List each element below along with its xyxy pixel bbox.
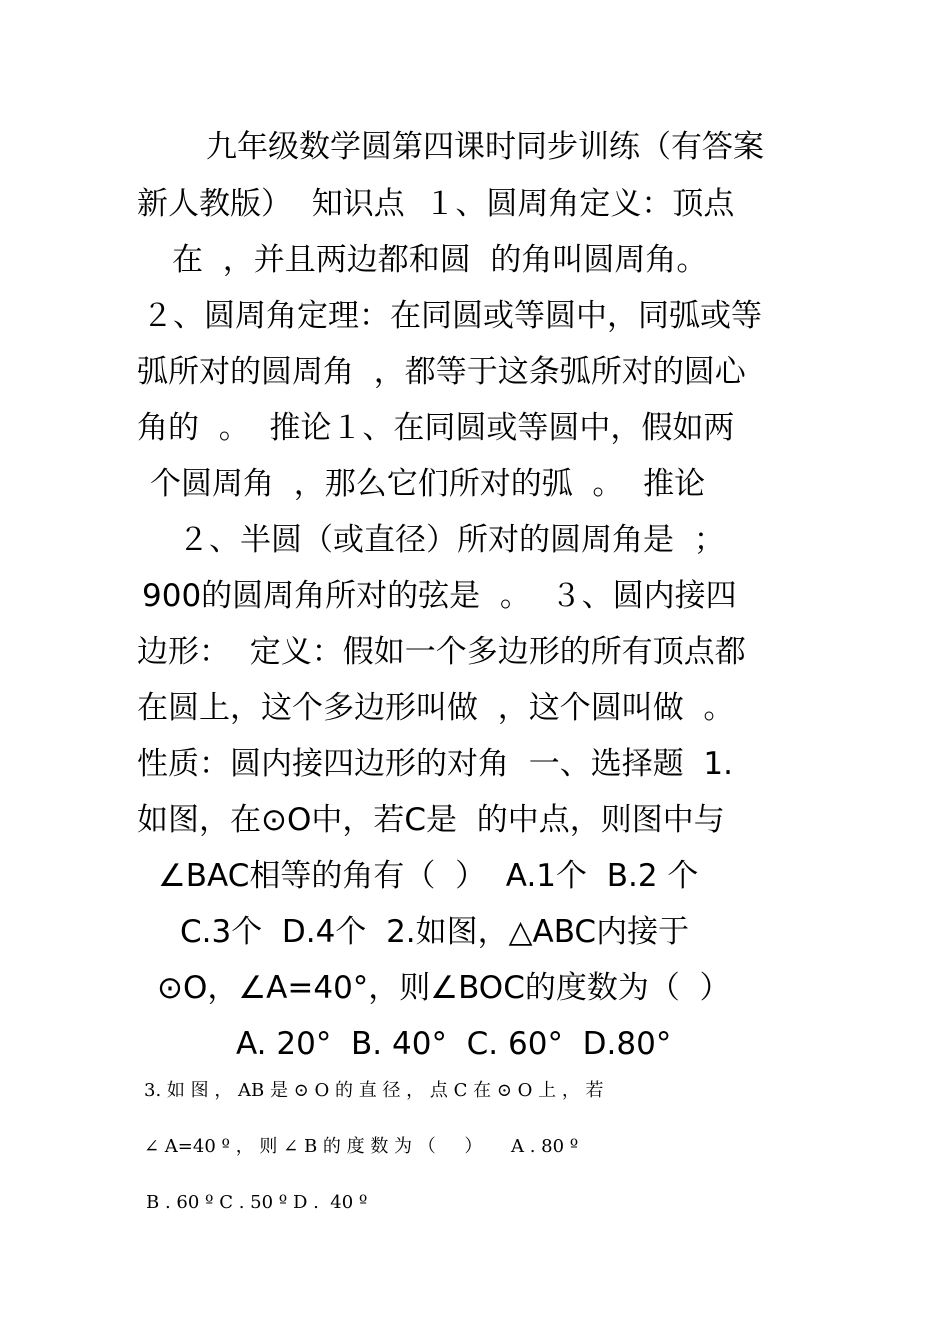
text-line-15: C.3个 D.4个 2.如图，△ABC内接于 bbox=[180, 914, 690, 950]
text-line-4: ２、圆周角定理：在同圆或等圆中，同弧或等 bbox=[142, 298, 762, 334]
text-line-8: ２、半圆（或直径）所对的圆周角是 ； bbox=[178, 522, 725, 558]
question-3-line-1: 3. 如 图 ， AB 是 ⊙ O 的 直 径 ， 点 C 在 ⊙ O 上 ， 若 bbox=[144, 1080, 604, 1101]
text-line-1: 九年级数学圆第四课时同步训练（有答案 bbox=[206, 129, 764, 165]
text-line-5: 弧所对的圆周角 ，都等于这条弧所对的圆心 bbox=[137, 354, 746, 390]
text-line-9: 900的圆周角所对的弦是 。 ３、圆内接四 bbox=[142, 578, 737, 614]
text-line-16: ⊙O，∠A=40°，则∠BOC的度数为（ ） bbox=[157, 970, 731, 1006]
text-line-17: A. 20° B. 40° C. 60° D.80° bbox=[236, 1026, 672, 1062]
text-line-10: 边形： 定义：假如一个多边形的所有顶点都 bbox=[137, 634, 746, 670]
text-line-12: 性质：圆内接四边形的对角 一、选择题 1. bbox=[137, 746, 733, 782]
text-line-14: ∠BAC相等的角有（ ） A.1个 B.2 个 bbox=[158, 858, 699, 894]
question-3-line-2: ∠ A=40 º ， 则 ∠ B 的 度 数 为 （ ） A . 80 º bbox=[144, 1136, 579, 1157]
text-line-13: 如图，在⊙O中，若C是 的中点，则图中与 bbox=[137, 802, 725, 838]
text-line-7: 个圆周角 ，那么它们所对的弧 。 推论 bbox=[150, 466, 706, 502]
text-line-11: 在圆上，这个多边形叫做 ，这个圆叫做 。 bbox=[137, 690, 735, 726]
text-line-3: 在 ，并且两边都和圆 的角叫圆周角。 bbox=[172, 242, 708, 278]
question-3-line-3: B . 60 º C . 50 º D . 40 º bbox=[146, 1192, 368, 1213]
text-line-2: 新人教版） 知识点 １、圆周角定义：顶点 bbox=[137, 186, 735, 222]
text-line-6: 角的 。 推论１、在同圆或等圆中，假如两 bbox=[137, 410, 735, 446]
